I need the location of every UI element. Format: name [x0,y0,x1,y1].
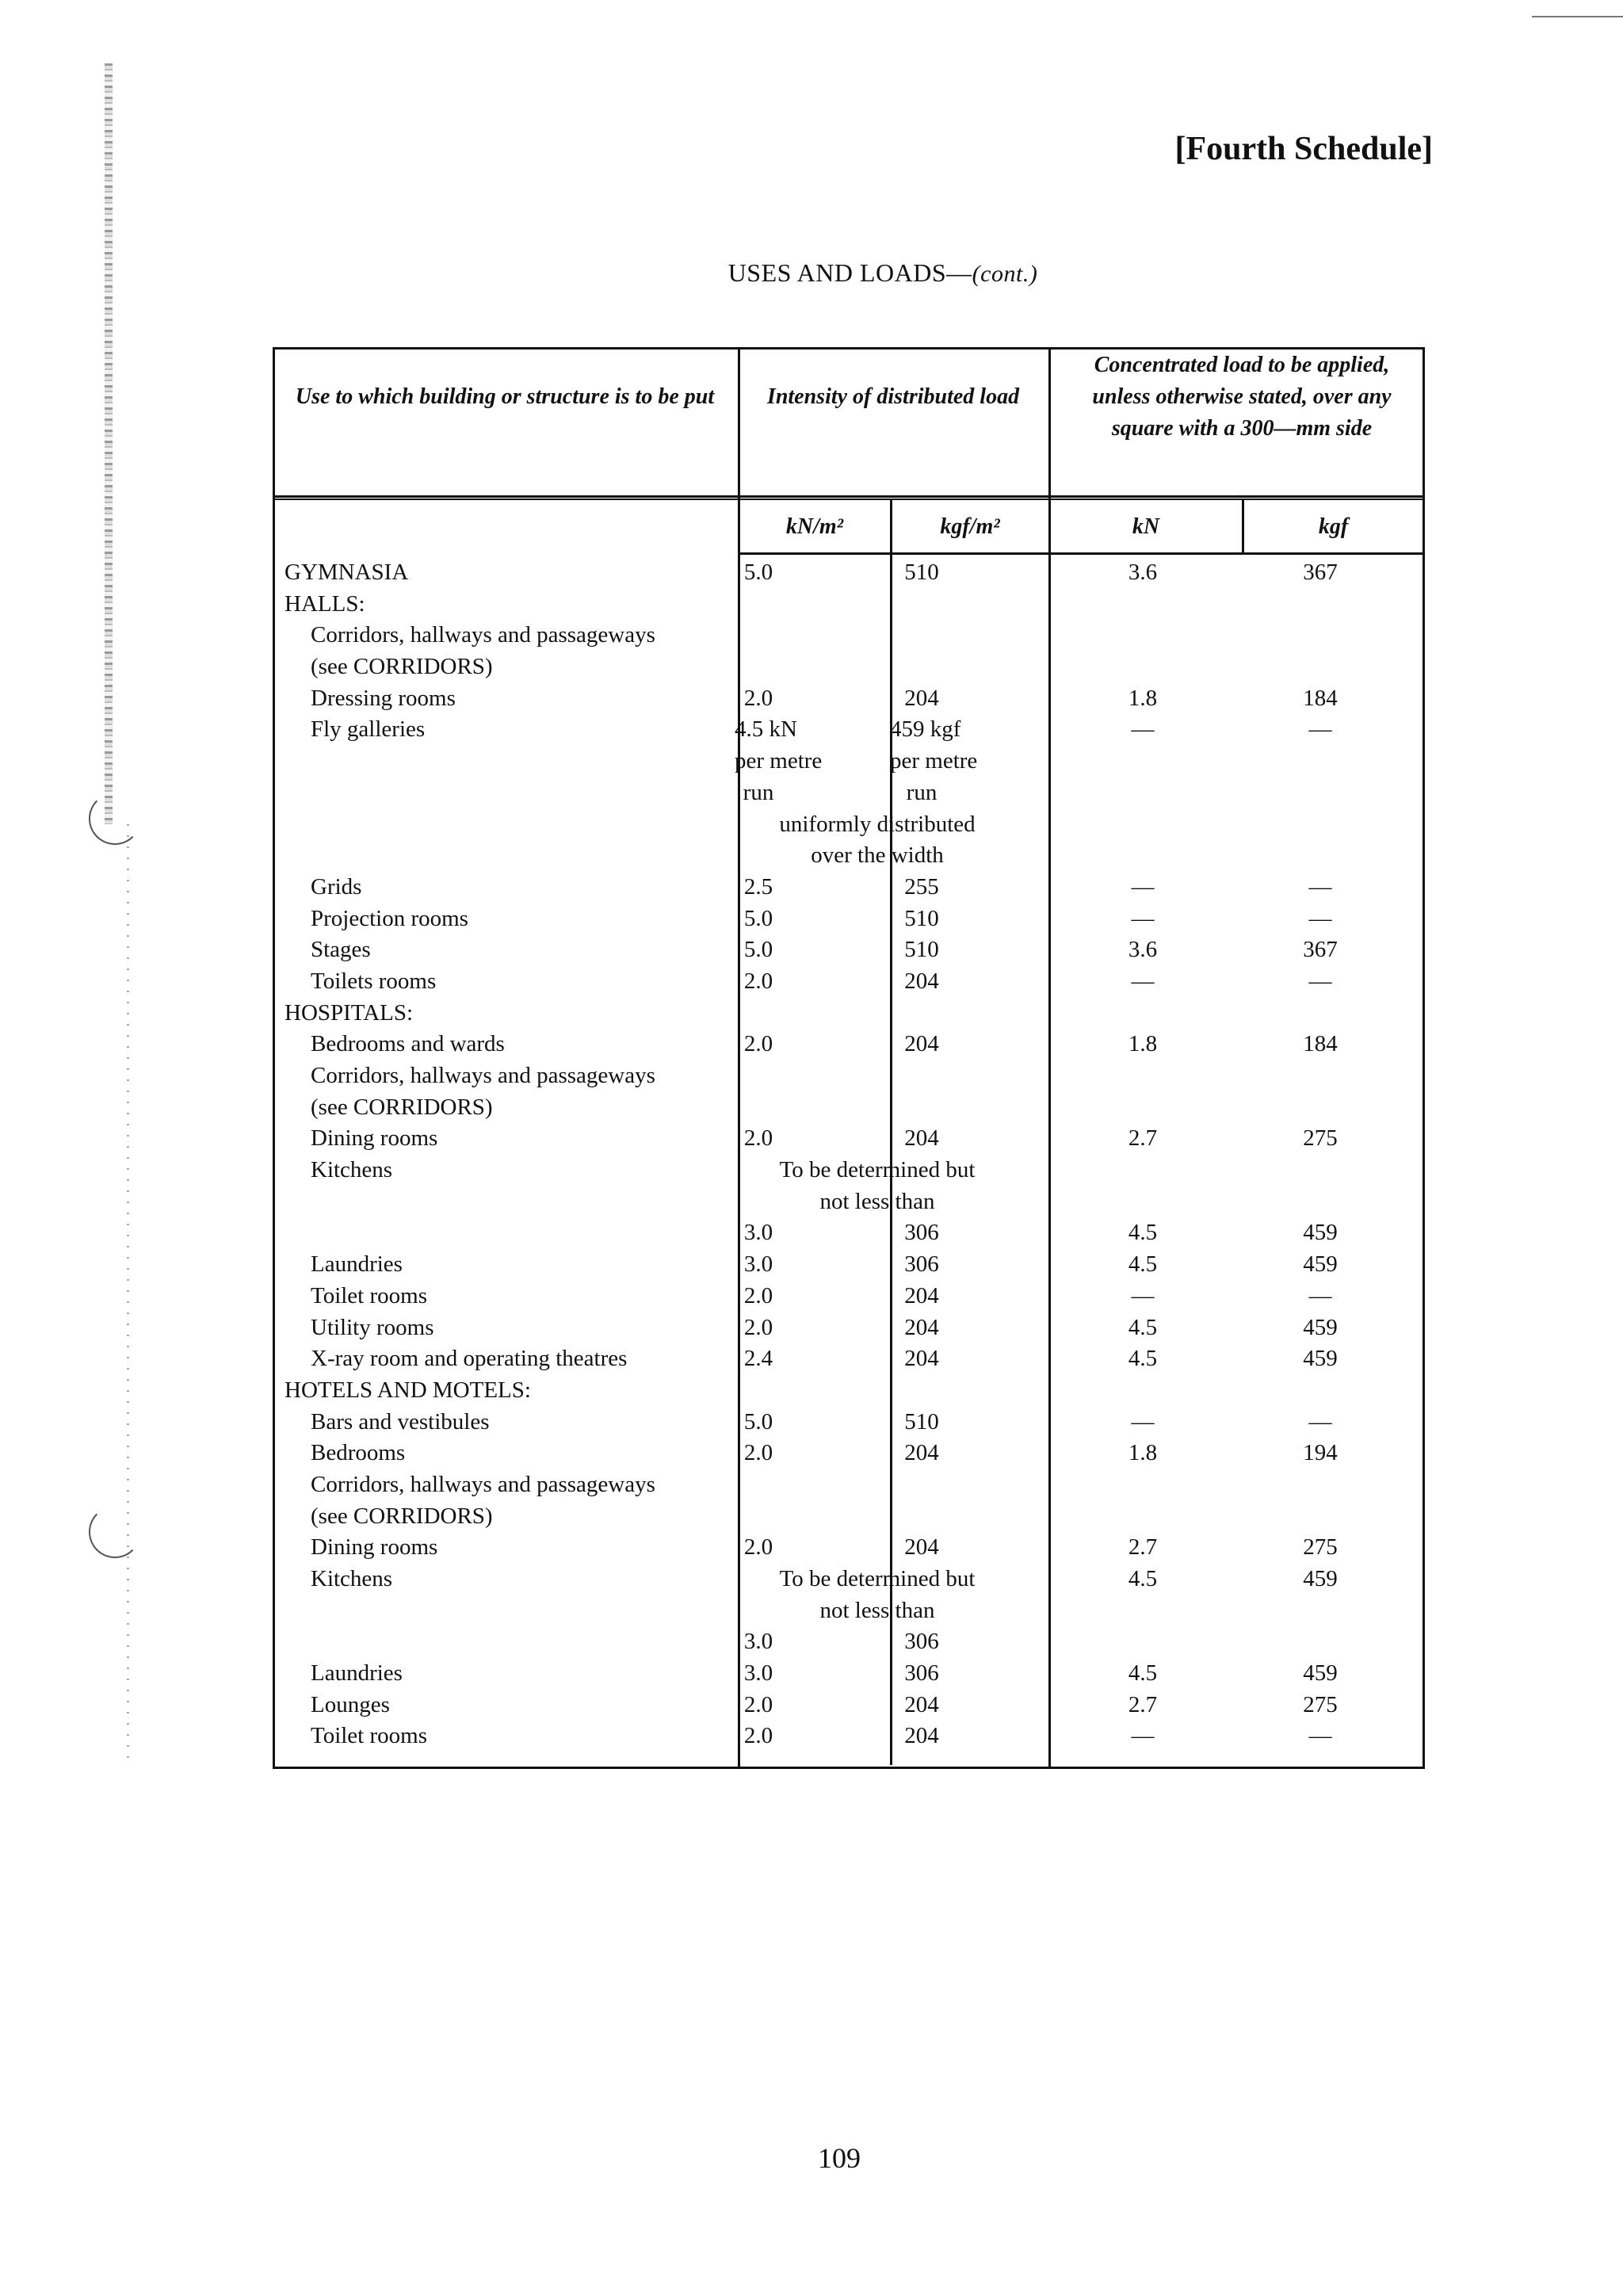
cell-spanning-note: not less than [819,1597,935,1623]
table-row [275,557,1423,589]
cell-kgf-m2: 204 [904,1691,939,1717]
cell-use: Corridors, hallways and passageways [311,1063,655,1088]
cell-concentrated-kgf: 367 [1303,560,1338,585]
header-rule [275,499,1423,500]
cell-use: GYMNASIA [285,560,409,585]
cell-concentrated-kgf: 184 [1303,1031,1338,1057]
header-use: Use to which building or structure is to be put [295,384,715,409]
cell-concentrated-kgf: 194 [1303,1440,1338,1466]
cell-concentrated-kgf: 275 [1303,1125,1338,1152]
cell-use: (see CORRIDORS) [311,1503,493,1529]
cell-kgf-m2: 306 [904,1660,939,1687]
table-row [275,934,1423,966]
punch-hole [89,1506,141,1558]
table-row [275,1029,1423,1060]
cell-kgf-m2: 510 [904,905,939,931]
cell-spanning-note: not less than [819,1188,935,1214]
cell-concentrated-kgf: 459 [1303,1251,1338,1278]
cell-concentrated-kn: — [1131,873,1155,900]
page-title-cont: (cont.) [972,261,1038,287]
cell-kgf-m2: 255 [904,873,939,900]
cell-concentrated-kn: 2.7 [1128,1125,1158,1152]
cell-concentrated-kn: — [1131,1408,1155,1435]
cell-spanning-note: uniformly distributed [779,811,976,837]
table-row [275,714,1423,746]
punch-hole [89,793,141,845]
loads-table [273,347,1425,1769]
cell-kgf-m2: 204 [904,1282,939,1308]
table-body [275,557,1423,1752]
cell-concentrated-kn: 4.5 [1128,1566,1158,1591]
cell-kn-m2: 2.0 [743,1314,773,1340]
table-row [275,998,1423,1030]
table-row [275,872,1423,904]
cell-concentrated-kn: — [1131,716,1155,743]
cell-kgf-m2: 204 [904,1314,939,1340]
cell-kn-m2: 2.4 [743,1346,773,1372]
cell-concentrated-kn: — [1131,905,1155,931]
cell-use: Laundries [311,1251,403,1278]
schedule-label: [Fourth Schedule] [1174,131,1433,167]
cell-concentrated-kgf: 459 [1303,1660,1338,1687]
cell-concentrated-kgf: — [1308,1723,1332,1749]
cell-kgf-m2: 510 [904,560,939,585]
cell-kn-m2: 3.0 [743,1220,773,1246]
cell-concentrated-kn: 1.8 [1128,1031,1158,1057]
table-row [275,1469,1423,1501]
header-rule [275,495,1423,498]
table-row [275,1312,1423,1344]
cell-kgf-m2: 510 [904,1408,939,1435]
table-row [275,1186,1423,1218]
cell-kgf-m2: 204 [904,685,939,711]
table-row [275,840,1423,872]
table-row [275,1532,1423,1564]
cell-use: HOTELS AND MOTELS: [285,1377,531,1403]
cell-use: Kitchens [311,1566,393,1591]
cell-kgf-m2: 306 [904,1629,939,1655]
cell-use: Toilets rooms [311,968,437,994]
table-row [275,1060,1423,1092]
cell-use: Grids [311,873,362,900]
cell-concentrated-kgf: 459 [1303,1346,1338,1372]
scan-edge [127,824,129,1759]
table-row [275,1123,1423,1155]
cell-use: Bedrooms and wards [311,1031,505,1057]
cell-use: (see CORRIDORS) [311,654,493,680]
cell-kn-m2: 2.0 [743,1125,773,1152]
cell-use: Dining rooms [311,1125,438,1152]
cell-concentrated-kgf: — [1308,716,1332,743]
cell-kgf-m2: 204 [904,1723,939,1749]
table-row [275,1501,1423,1533]
table-row [275,1564,1423,1595]
table-row [275,1658,1423,1690]
table-row [275,809,1423,841]
cell-use: HALLS: [285,590,365,617]
cell-concentrated-kgf: — [1308,1282,1332,1308]
cell-use: Toilet rooms [311,1282,427,1308]
cell-kgf-m2: 459 kgf [890,716,961,743]
cell-kgf-m2: 204 [904,1125,939,1152]
cell-concentrated-kn: 4.5 [1128,1346,1158,1372]
cell-spanning-note: To be determined but [779,1566,976,1591]
cell-use: Kitchens [311,1157,393,1183]
cell-kgf-m2: 204 [904,1346,939,1372]
cell-kn-m2: run [743,779,774,805]
table-row [275,1690,1423,1721]
cell-use: Bedrooms [311,1440,406,1466]
table-row [275,1595,1423,1627]
cell-concentrated-kgf: 459 [1303,1566,1338,1591]
cell-concentrated-kgf: 459 [1303,1220,1338,1246]
table-row [275,966,1423,998]
cell-concentrated-kn: 4.5 [1128,1220,1158,1246]
cell-kgf-m2: run [906,779,938,805]
cell-concentrated-kgf: — [1308,905,1332,931]
cell-kn-m2: 2.0 [743,1723,773,1749]
cell-use: Laundries [311,1660,403,1687]
cell-concentrated-kgf: 459 [1303,1314,1338,1340]
cell-concentrated-kn: 1.8 [1128,685,1158,711]
cell-concentrated-kn: 4.5 [1128,1314,1158,1340]
unit-kgf: kgf [1318,514,1349,539]
table-row [275,1626,1423,1658]
cell-concentrated-kn: 3.6 [1128,937,1158,963]
cell-kgf-m2: 510 [904,937,939,963]
cell-use: Stages [311,937,371,963]
cell-use: Utility rooms [311,1314,434,1340]
table-row [275,1375,1423,1407]
cell-use: Dressing rooms [311,685,456,711]
cell-concentrated-kn: 3.6 [1128,560,1158,585]
cell-kgf-m2: per metre [890,748,978,774]
cell-kgf-m2: 306 [904,1220,939,1246]
table-row [275,1438,1423,1469]
cell-use: Lounges [311,1691,390,1717]
cell-spanning-note: To be determined but [779,1157,976,1183]
cell-concentrated-kgf: 275 [1303,1691,1338,1717]
cell-concentrated-kgf: — [1308,873,1332,900]
cell-concentrated-kgf: 184 [1303,685,1338,711]
cell-concentrated-kgf: — [1308,968,1332,994]
cell-use: (see CORRIDORS) [311,1094,493,1120]
cell-kn-m2: 3.0 [743,1660,773,1687]
table-row [275,589,1423,621]
cell-kn-m2: 2.0 [743,968,773,994]
page-title-text: USES AND LOADS— [727,258,972,287]
cell-kn-m2: 5.0 [743,1408,773,1435]
cell-use: Fly galleries [311,716,426,743]
cell-concentrated-kn: 1.8 [1128,1440,1158,1466]
cell-use: Toilet rooms [311,1723,427,1749]
cell-use: Bars and vestibules [311,1408,490,1435]
cell-kgf-m2: 204 [904,1440,939,1466]
cell-use: X-ray room and operating theatres [311,1346,628,1372]
cell-concentrated-kn: 2.7 [1128,1691,1158,1717]
cell-concentrated-kn: 4.5 [1128,1660,1158,1687]
cell-use: Dining rooms [311,1534,438,1561]
header-concentrated: Concentrated load to be applied, unless otherwise stated, over any square with a 300—mm side [1092,353,1392,441]
units-rule [739,552,1423,555]
cell-concentrated-kgf: 275 [1303,1534,1338,1561]
cell-kgf-m2: 306 [904,1251,939,1278]
page-number: 109 [818,2142,861,2174]
cell-concentrated-kgf: 367 [1303,937,1338,963]
cell-kn-m2: 4.5 kN [735,716,797,743]
cell-kgf-m2: 204 [904,968,939,994]
cell-kn-m2: 2.0 [743,1691,773,1717]
cell-use: Corridors, hallways and passageways [311,1471,655,1497]
cell-kn-m2: 2.0 [743,685,773,711]
cell-kn-m2: 2.0 [743,1282,773,1308]
table-row [275,683,1423,715]
cell-kn-m2: 2.0 [743,1031,773,1057]
table-row [275,1249,1423,1281]
cell-kn-m2: 5.0 [743,937,773,963]
cell-concentrated-kn: — [1131,1723,1155,1749]
unit-kn-m2: kN/m² [785,514,844,539]
table-row [275,1407,1423,1438]
cell-spanning-note: over the width [811,842,944,869]
cell-use: HOSPITALS: [285,999,414,1026]
cell-concentrated-kn: — [1131,968,1155,994]
cell-kn-m2: 2.5 [743,873,773,900]
table-row [275,1281,1423,1312]
cell-kn-m2: 3.0 [743,1251,773,1278]
table-row [275,1217,1423,1249]
cell-kn-m2: 3.0 [743,1629,773,1655]
table-row [275,1721,1423,1752]
cell-kn-m2: per metre [735,748,823,774]
cell-kn-m2: 5.0 [743,560,773,585]
cell-concentrated-kn: 2.7 [1128,1534,1158,1561]
scan-mark [1532,16,1623,17]
cell-use: Projection rooms [311,905,468,931]
cell-kgf-m2: 204 [904,1031,939,1057]
unit-kgf-m2: kgf/m² [940,514,1000,539]
table-row [275,1343,1423,1375]
table-row [275,1092,1423,1124]
cell-kn-m2: 2.0 [743,1534,773,1561]
page-title [0,258,1623,288]
table-row [275,651,1423,683]
table-row [275,620,1423,651]
cell-concentrated-kn: 4.5 [1128,1251,1158,1278]
scan-edge [105,63,113,824]
table-row [275,1155,1423,1186]
unit-kn: kN [1132,514,1160,539]
table-row [275,904,1423,935]
cell-concentrated-kgf: — [1308,1408,1332,1435]
cell-kn-m2: 2.0 [743,1440,773,1466]
cell-kn-m2: 5.0 [743,905,773,931]
cell-kgf-m2: 204 [904,1534,939,1561]
cell-use: Corridors, hallways and passageways [311,622,655,648]
table-row [275,746,1423,777]
table-row [275,777,1423,809]
header-intensity: Intensity of distributed load [766,384,1020,409]
cell-concentrated-kn: — [1131,1282,1155,1308]
